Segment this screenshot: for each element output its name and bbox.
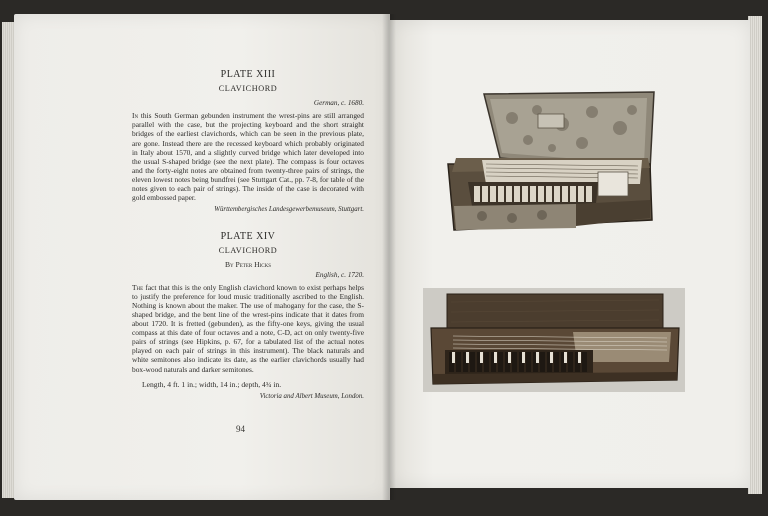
plate-13-clavichord-photo — [442, 88, 660, 234]
plate-14-credit: Victoria and Albert Museum, London. — [259, 392, 364, 400]
plate-14-byline: By Peter Hicks — [224, 259, 272, 269]
plate-14-lead-word: The — [132, 282, 144, 292]
plate-14-description — [132, 283, 364, 374]
plate-14-body: fact that this is the only English clavichord known to exist perhaps helps to justify the preference for loud music traditionally ascribed to the English. Nothing is known about the maker. The use of mahogany for the case, the S-shaped bridge, and the bent line of the wrest-pins indicate that it dates from about 1720. It is fretted (gebunden), as the fifty-one keys, giving the usual compass at this date of four octaves and a note, C-D, act on only twenty-five pairs of strings (see Hipkins, p. 67, for a tabulated list of the actual notes played on each pair of strings in this instrument). The black naturals and white semitones also indicate its date, as the earlier clavichords usually had box-wood naturals and darker semitones. — [132, 282, 364, 374]
plate-14-dimensions: Length, 4 ft. 1 in.; width, 14 in.; depth, 4¾ in. — [142, 379, 282, 389]
plate-13-body: this South German gebunden instrument the wrest-pins are still arranged parallel with the case, but the projecting keyboard and the short straight bridges of the earliest clavichords, which can be seen in the previous plate, are gone. Instead there are the recessed keyboard which probably originated in Italy about 1570, and a slightly curved bridge which later developed into the usual S-shaped bridge (see the next plate). The compass is four octaves and the forty-eight notes are obtained from twenty-three pairs of strings, the eleven lowest notes being bundfrei (see Stuttgart Cat., pp. 7-8, for table of the notes given to each pair of strings). The inside of the case is decorated with gold embossed paper. — [132, 111, 364, 203]
plate-13-credit: Württembergisches Landesgewerbemuseum, Stuttgart. — [214, 206, 364, 214]
plate-13-description — [132, 111, 364, 202]
plate-14-subheading: CLAVICHORD — [218, 246, 278, 256]
plate-13-subheading: CLAVICHORD — [218, 84, 278, 94]
plate-13-lead-word: In — [132, 111, 139, 121]
plate-14-clavichord-photo — [423, 288, 685, 392]
book-gutter — [382, 14, 396, 500]
left-page-text — [132, 70, 364, 401]
plate-13-heading: PLATE XIII — [220, 69, 276, 80]
plate-14-date: English, c. 1720. — [315, 270, 364, 279]
page-number: 94 — [236, 424, 245, 434]
plate-14-heading: PLATE XIV — [220, 231, 276, 243]
plate-13-date: German, c. 1680. — [313, 99, 364, 108]
right-page-edges — [748, 16, 762, 494]
